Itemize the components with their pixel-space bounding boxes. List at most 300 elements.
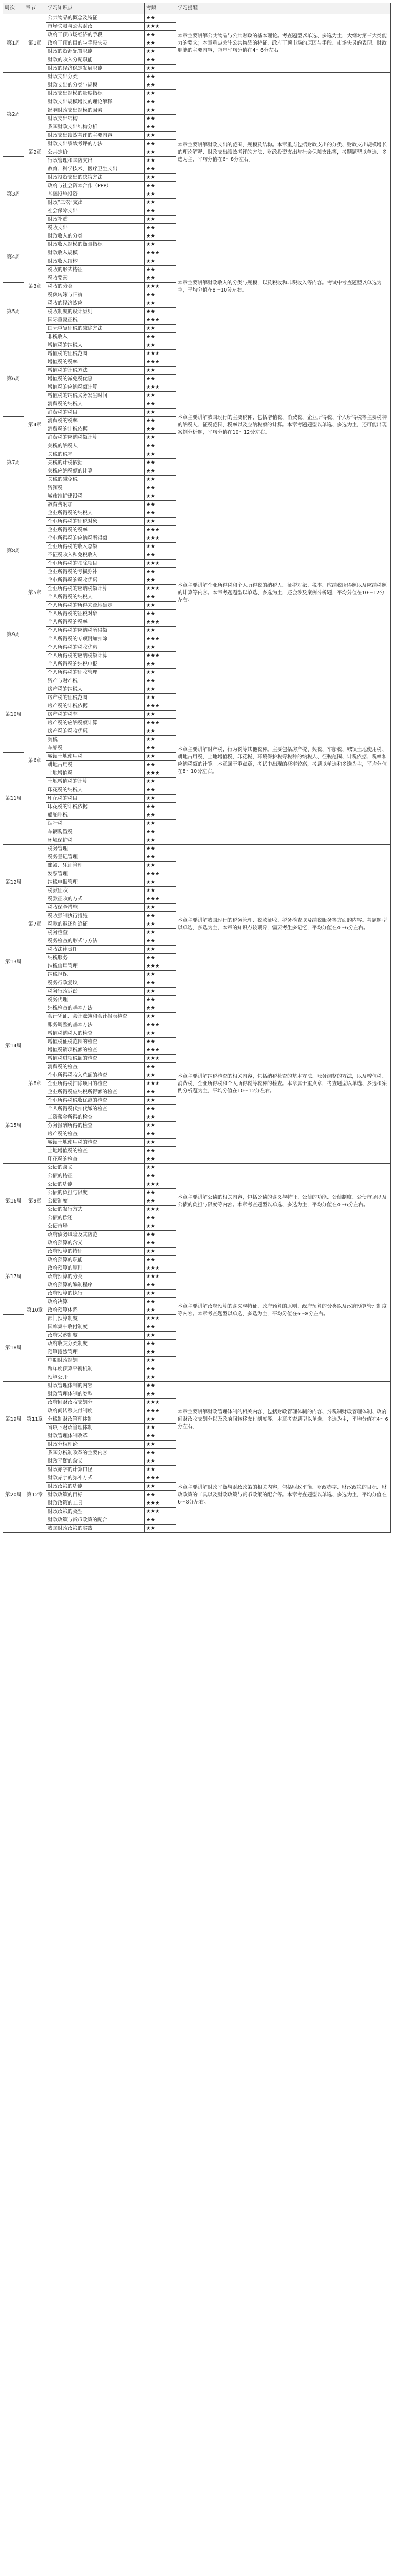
frequency-stars: ★★: [145, 325, 176, 333]
chapter-cell: 第7章: [24, 845, 46, 1004]
table-row: [3, 509, 391, 518]
topic-cell: 公债的负担与限度: [46, 1189, 145, 1197]
topic-cell: 公债制度: [46, 1197, 145, 1206]
topic-cell: 印花税的计税依据: [46, 803, 145, 811]
frequency-stars: ★★★: [145, 1407, 176, 1415]
frequency-stars: ★★★: [145, 1021, 176, 1029]
frequency-stars: ★★: [145, 434, 176, 442]
topic-cell: 个人所得税的应纳税额计算: [46, 652, 145, 660]
topic-cell: 税款征收的方式: [46, 895, 145, 904]
frequency-stars: ★★: [145, 1466, 176, 1474]
frequency-stars: ★★★: [145, 560, 176, 568]
frequency-stars: ★★: [145, 669, 176, 677]
frequency-stars: ★★★: [145, 350, 176, 358]
chapter-cell: 第4章: [24, 341, 46, 509]
frequency-stars: ★★: [145, 1113, 176, 1122]
frequency-stars: ★★★: [145, 249, 176, 257]
topic-cell: 我国财政政策的实践: [46, 1525, 145, 1533]
frequency-stars: ★★: [145, 1415, 176, 1424]
topic-cell: 个人所得税代扣代缴的检查: [46, 1105, 145, 1113]
frequency-stars: ★★: [145, 73, 176, 81]
topic-cell: 公债市场: [46, 1222, 145, 1231]
topic-cell: 纳税检查的基本方法: [46, 1004, 145, 1013]
frequency-stars: ★★: [145, 1491, 176, 1499]
frequency-stars: ★★: [145, 1063, 176, 1071]
frequency-stars: ★★: [145, 1172, 176, 1180]
topic-cell: 政府预算的特征: [46, 1248, 145, 1256]
frequency-stars: ★★: [145, 425, 176, 434]
frequency-stars: ★★★: [145, 1180, 176, 1189]
frequency-stars: ★★: [145, 853, 176, 862]
frequency-stars: ★★: [145, 442, 176, 450]
topic-cell: 财政支出规模的量度指标: [46, 90, 145, 98]
frequency-stars: ★★: [145, 274, 176, 283]
topic-cell: 财政支出分类: [46, 73, 145, 81]
week-cell: 第1周: [3, 14, 24, 73]
topic-cell: 财政政策与货币政策的配合: [46, 1516, 145, 1525]
topic-cell: 个人所得税的征收管理: [46, 669, 145, 677]
topic-cell: 账簿、凭证管理: [46, 862, 145, 870]
chapter-cell: 第10章: [24, 1239, 46, 1382]
frequency-stars: ★★: [145, 778, 176, 786]
frequency-stars: ★★: [145, 1256, 176, 1264]
frequency-stars: ★★★: [145, 652, 176, 660]
topic-cell: 增值税的减免税优惠: [46, 375, 145, 383]
topic-cell: 企业所得税的应纳税额计算: [46, 585, 145, 593]
study-note: 本章主要讲解财产税、行为税等其他税种。主要包括房产税、契税、车船税、城镇土地使用税、耕地占用税、土地增值税、印花税、环境保护税等税种的纳税人、征税范围、计税依据、税率和应纳税额的计算。本章属于重点章，考试中出现的概率较高，考题以单选和多选为主，平均分值在8～10分左右。: [176, 677, 391, 845]
frequency-stars: ★★: [145, 1441, 176, 1449]
topic-cell: 房产税的税收优惠: [46, 727, 145, 736]
frequency-stars: ★★: [145, 761, 176, 769]
chapter-cell: 第5章: [24, 509, 46, 677]
frequency-stars: ★★: [145, 1483, 176, 1491]
frequency-stars: ★★: [145, 878, 176, 887]
topic-cell: 个人所得税的专项附加扣除: [46, 635, 145, 643]
topic-cell: 财政的收入分配职能: [46, 56, 145, 65]
topic-cell: 教育、科学技术、医疗卫生支出: [46, 165, 145, 174]
week-cell: 第10周: [3, 677, 24, 753]
topic-cell: 财政收入规模的衡量指标: [46, 241, 145, 249]
frequency-stars: ★★★: [145, 1206, 176, 1214]
frequency-stars: ★★: [145, 400, 176, 409]
frequency-stars: ★★: [145, 1516, 176, 1525]
frequency-stars: ★★: [145, 98, 176, 106]
frequency-stars: ★★★: [145, 719, 176, 727]
frequency-stars: ★★: [145, 1365, 176, 1373]
topic-cell: 个人所得税的税收优惠: [46, 643, 145, 652]
week-cell: 第12周: [3, 845, 24, 920]
topic-cell: 企业所得税的收入总额: [46, 543, 145, 551]
frequency-stars: ★★: [145, 1281, 176, 1290]
topic-cell: 税收要素: [46, 274, 145, 283]
frequency-stars: ★★: [145, 450, 176, 459]
frequency-stars: ★★★: [145, 1080, 176, 1088]
frequency-stars: ★★: [145, 677, 176, 685]
topic-cell: 预算绩效管理: [46, 1348, 145, 1357]
topic-cell: 财政赤字的计算口径: [46, 1466, 145, 1474]
chapter-cell: 第9章: [24, 1164, 46, 1239]
topic-cell: 增值税的征税范围: [46, 350, 145, 358]
topic-cell: 增值税征税范围的检查: [46, 1038, 145, 1046]
header-topic: 学习知识点: [46, 3, 145, 14]
frequency-stars: ★★: [145, 467, 176, 476]
frequency-stars: ★★: [145, 744, 176, 753]
topic-cell: 企业所得税的税收优惠: [46, 576, 145, 585]
frequency-stars: ★★★: [145, 895, 176, 904]
frequency-stars: ★★★: [145, 769, 176, 778]
topic-cell: 财政政策的工具: [46, 1499, 145, 1508]
topic-cell: 增值税销项税额的检查: [46, 1046, 145, 1055]
topic-cell: 财政管理体制的类型: [46, 1390, 145, 1399]
topic-cell: 公共物品的概念及特征: [46, 14, 145, 23]
study-note: 本章主要讲解财政支出的范围、规模及结构。本章重点包括财政支出的分类、财政支出规模增长的理论解释、财政支出绩效考评的方法、财政投资支出与社会保障支出等，考题题型以单选、多选为主，平均分值在6～8分左右。: [176, 73, 391, 232]
topic-cell: 税务管理: [46, 845, 145, 853]
topic-cell: 政府决算: [46, 1298, 145, 1306]
week-cell: 第14周: [3, 1004, 24, 1088]
frequency-stars: ★★: [145, 90, 176, 98]
chapter-cell: 第12章: [24, 1457, 46, 1533]
topic-cell: 跨年度预算平衡机制: [46, 1365, 145, 1373]
frequency-stars: ★★: [145, 291, 176, 299]
frequency-stars: ★★: [145, 1332, 176, 1340]
topic-cell: 政府预算的含义: [46, 1239, 145, 1248]
chapter-cell: 第3章: [24, 232, 46, 341]
frequency-stars: ★★: [145, 711, 176, 719]
table-row: [3, 14, 391, 23]
frequency-stars: ★★: [145, 484, 176, 492]
topic-cell: 税收的经济效应: [46, 299, 145, 308]
topic-cell: 增值税的应纳税额计算: [46, 383, 145, 392]
topic-cell: 消费税的纳税人: [46, 400, 145, 409]
table-body: [3, 14, 391, 1533]
frequency-stars: ★★: [145, 610, 176, 618]
frequency-stars: ★★: [145, 643, 176, 652]
topic-cell: 房产税的税率: [46, 711, 145, 719]
frequency-stars: ★★: [145, 1097, 176, 1105]
frequency-stars: ★★: [145, 660, 176, 669]
topic-cell: 政府预算的原则: [46, 1264, 145, 1273]
frequency-stars: ★★: [145, 1214, 176, 1222]
frequency-stars: ★★: [145, 476, 176, 484]
frequency-stars: ★★: [145, 1231, 176, 1239]
topic-cell: 账务调整的基本方法: [46, 1021, 145, 1029]
frequency-stars: ★★: [145, 836, 176, 845]
frequency-stars: ★★★: [145, 358, 176, 367]
topic-cell: 不征税收入和免税收入: [46, 551, 145, 560]
topic-cell: 部门预算制度: [46, 1315, 145, 1323]
topic-cell: 财政收入规模: [46, 249, 145, 257]
topic-cell: 消费税的税率: [46, 417, 145, 425]
frequency-stars: ★★: [145, 190, 176, 199]
chapter-cell: 第6章: [24, 677, 46, 845]
topic-cell: 分税制财政管理体制: [46, 1415, 145, 1424]
topic-cell: 政府采购制度: [46, 1332, 145, 1340]
week-cell: 第6周: [3, 341, 24, 417]
frequency-stars: ★★: [145, 845, 176, 853]
topic-cell: 税收的分类: [46, 283, 145, 291]
frequency-stars: ★★: [145, 820, 176, 828]
topic-cell: 基础设施投资: [46, 190, 145, 199]
topic-cell: 财政的经济稳定发展职能: [46, 65, 145, 73]
frequency-stars: ★★: [145, 1105, 176, 1113]
study-note: 本章主要讲解政府预算的含义与特征、政府预算的原则、政府预算的分类以及政府预算管理制度等内容。本章考查题型以单选、多选为主，平均分值在6～8分左右。: [176, 1239, 391, 1382]
frequency-stars: ★★: [145, 132, 176, 140]
topic-cell: 税务代理: [46, 996, 145, 1004]
table-header-row: [3, 3, 391, 14]
frequency-stars: ★★: [145, 492, 176, 501]
frequency-stars: ★★: [145, 1357, 176, 1365]
topic-cell: 财政管理体制改革: [46, 1432, 145, 1441]
topic-cell: 个人所得税的所得来源地确定: [46, 602, 145, 610]
topic-cell: 增值税进项税额的检查: [46, 1055, 145, 1063]
topic-cell: 车船税: [46, 744, 145, 753]
topic-cell: 非税收入: [46, 333, 145, 341]
frequency-stars: ★★: [145, 1222, 176, 1231]
topic-cell: 政府预算的分类: [46, 1273, 145, 1281]
topic-cell: 财政分权理论: [46, 1441, 145, 1449]
frequency-stars: ★★: [145, 14, 176, 23]
chapter-cell: 第1章: [24, 14, 46, 73]
topic-cell: 车辆购置税: [46, 828, 145, 836]
topic-cell: 环境保护税: [46, 836, 145, 845]
topic-cell: 增值税的纳税义务发生时间: [46, 392, 145, 400]
header-chapter: 章节: [24, 3, 46, 14]
frequency-stars: ★★: [145, 1290, 176, 1298]
table-row: [3, 73, 391, 81]
frequency-stars: ★★: [145, 241, 176, 249]
topic-cell: 财政投资支出的决策方法: [46, 174, 145, 182]
frequency-stars: ★★: [145, 199, 176, 207]
topic-cell: 税款征收: [46, 887, 145, 895]
frequency-stars: ★★: [145, 551, 176, 560]
topic-cell: 政府预算的执行: [46, 1290, 145, 1298]
week-cell: 第4周: [3, 232, 24, 283]
topic-cell: 政府干预市场经济的手段: [46, 31, 145, 39]
frequency-stars: ★★: [145, 459, 176, 467]
topic-cell: 教育费附加: [46, 501, 145, 509]
table-row: [3, 1382, 391, 1390]
study-note: 本章主要讲解我国现行的主要税种，包括增值税、消费税、企业所得税、个人所得税等主要税种的纳税人、征税范围、税率以及应纳税额的计算。本章考题题型以单选、多选为主，还可能出现案例分析题，平均分值在10～12分左右。: [176, 341, 391, 509]
topic-cell: 关税的纳税人: [46, 442, 145, 450]
topic-cell: 房产税的检查: [46, 1130, 145, 1139]
frequency-stars: ★★: [145, 627, 176, 635]
frequency-stars: ★★: [145, 1164, 176, 1172]
table-row: [3, 232, 391, 241]
frequency-stars: ★★: [145, 341, 176, 350]
frequency-stars: ★★★: [145, 1273, 176, 1281]
topic-cell: 财政的资源配置职能: [46, 48, 145, 56]
frequency-stars: ★★: [145, 1306, 176, 1315]
frequency-stars: ★★: [145, 1348, 176, 1357]
study-note: 本章主要讲解财政平衡与财政政策的相关内容，包括财政平衡、财政赤字、财政政策的目标、财政政策的工具以及财政政策与货币政策的配合等。本章考查题型以单选、多选为主，平均分值在6～8分左右。: [176, 1457, 391, 1533]
topic-cell: 中期财政规划: [46, 1357, 145, 1365]
topic-cell: 纳税信用管理: [46, 962, 145, 971]
frequency-stars: ★★: [145, 1323, 176, 1332]
frequency-stars: ★★: [145, 1373, 176, 1382]
frequency-stars: ★★: [145, 1155, 176, 1164]
frequency-stars: ★★: [145, 904, 176, 912]
table-row: [3, 1004, 391, 1013]
topic-cell: 企业所得税收入总额的检查: [46, 1071, 145, 1080]
topic-cell: 政府与社会资本合作（PPP）: [46, 182, 145, 190]
frequency-stars: ★★: [145, 333, 176, 341]
topic-cell: 城镇土地使用税: [46, 753, 145, 761]
frequency-stars: ★★: [145, 946, 176, 954]
topic-cell: 城镇土地使用税的检查: [46, 1139, 145, 1147]
frequency-stars: ★★: [145, 1298, 176, 1306]
week-cell: 第8周: [3, 509, 24, 593]
week-cell: 第16周: [3, 1164, 24, 1239]
frequency-stars: ★★: [145, 568, 176, 576]
week-cell: 第15周: [3, 1088, 24, 1164]
header-level: 考频: [145, 3, 176, 14]
week-cell: 第5周: [3, 283, 24, 341]
topic-cell: 消费税的税目: [46, 409, 145, 417]
frequency-stars: ★★: [145, 106, 176, 115]
week-cell: 第20周: [3, 1457, 24, 1533]
frequency-stars: ★★: [145, 56, 176, 65]
frequency-stars: ★★: [145, 954, 176, 962]
frequency-stars: ★★: [145, 1088, 176, 1097]
topic-cell: 我国分税制改革的主要内容: [46, 1449, 145, 1457]
frequency-stars: ★★: [145, 685, 176, 694]
topic-cell: 预算公开: [46, 1373, 145, 1382]
topic-cell: 财政政策的目标: [46, 1491, 145, 1499]
frequency-stars: ★★★: [145, 1055, 176, 1063]
frequency-stars: ★★: [145, 81, 176, 90]
week-cell: 第19周: [3, 1382, 24, 1457]
frequency-stars: ★★: [145, 795, 176, 803]
topic-cell: 公债的偿还: [46, 1214, 145, 1222]
frequency-stars: ★★★: [145, 618, 176, 627]
frequency-stars: ★★: [145, 1457, 176, 1466]
frequency-stars: ★★: [145, 996, 176, 1004]
frequency-stars: ★★: [145, 727, 176, 736]
chapter-cell: 第8章: [24, 1004, 46, 1164]
topic-cell: 烟叶税: [46, 820, 145, 828]
topic-cell: 政府债务风险及其防范: [46, 1231, 145, 1239]
frequency-stars: ★★: [145, 174, 176, 182]
week-cell: 第2周: [3, 73, 24, 157]
topic-cell: 税负转嫁与归宿: [46, 291, 145, 299]
topic-cell: 税务检查的形式与方法: [46, 937, 145, 946]
topic-cell: 消费税的检查: [46, 1063, 145, 1071]
frequency-stars: ★★: [145, 753, 176, 761]
frequency-stars: ★★★: [145, 526, 176, 534]
frequency-stars: ★★: [145, 1432, 176, 1441]
frequency-stars: ★★: [145, 392, 176, 400]
study-note: 本章主要讲解财政收入的分类与规模，以及税收和非税收入等内容。考试中考查题型以单选为主，平均分值在8～10分左右。: [176, 232, 391, 341]
frequency-stars: ★★: [145, 971, 176, 979]
frequency-stars: ★★: [145, 409, 176, 417]
topic-cell: 财政“三农”支出: [46, 199, 145, 207]
topic-cell: 市场失灵与公共财政: [46, 23, 145, 31]
frequency-stars: ★★★: [145, 534, 176, 543]
topic-cell: 印花税的纳税人: [46, 786, 145, 795]
topic-cell: 增值税的计税方法: [46, 367, 145, 375]
topic-cell: 个人所得税的纳税人: [46, 593, 145, 602]
topic-cell: 税收强制执行措施: [46, 912, 145, 920]
topic-cell: 政府干预的目的与手段失灵: [46, 39, 145, 48]
frequency-stars: ★★: [145, 593, 176, 602]
frequency-stars: ★★★: [145, 870, 176, 878]
topic-cell: 印花税的税目: [46, 795, 145, 803]
topic-cell: 财政支出的分类与规模: [46, 81, 145, 90]
header-note: 学习提醒: [176, 3, 391, 14]
topic-cell: 税收法律责任: [46, 946, 145, 954]
frequency-stars: ★★: [145, 165, 176, 174]
frequency-stars: ★★: [145, 1525, 176, 1533]
frequency-stars: ★★: [145, 828, 176, 836]
frequency-stars: ★★: [145, 266, 176, 274]
topic-cell: 税收制度的设计原则: [46, 308, 145, 316]
topic-cell: 税收的形式特征: [46, 266, 145, 274]
frequency-stars: ★★: [145, 694, 176, 702]
topic-cell: 房产税的纳税人: [46, 685, 145, 694]
frequency-stars: ★★: [145, 31, 176, 39]
topic-cell: 财政补贴: [46, 216, 145, 224]
topic-cell: 省以下财政管理体制: [46, 1424, 145, 1432]
frequency-stars: ★★: [145, 501, 176, 509]
frequency-stars: ★★: [145, 1130, 176, 1139]
frequency-stars: ★★★: [145, 1046, 176, 1055]
topic-cell: 企业所得税的征税对象: [46, 518, 145, 526]
topic-cell: 个人所得税的应纳税所得额: [46, 627, 145, 635]
frequency-stars: ★★: [145, 182, 176, 190]
topic-cell: 财政支出结构: [46, 115, 145, 123]
frequency-stars: ★★: [145, 1248, 176, 1256]
topic-cell: 关税的税率: [46, 450, 145, 459]
frequency-stars: ★★: [145, 912, 176, 920]
topic-cell: 我国财政支出结构分析: [46, 123, 145, 132]
header-week: 周次: [3, 3, 24, 14]
topic-cell: 个人所得税的征税对象: [46, 610, 145, 618]
topic-cell: 公共定价: [46, 148, 145, 157]
topic-cell: 资源税: [46, 484, 145, 492]
frequency-stars: ★★: [145, 920, 176, 929]
topic-cell: 税收保全措施: [46, 904, 145, 912]
topic-cell: 增值税的税率: [46, 358, 145, 367]
frequency-stars: ★★: [145, 1424, 176, 1432]
topic-cell: 消费税的应纳税额计算: [46, 434, 145, 442]
topic-cell: 企业所得税税收优惠的检查: [46, 1097, 145, 1105]
frequency-stars: ★★: [145, 1013, 176, 1021]
topic-cell: 发票管理: [46, 870, 145, 878]
frequency-stars: ★★★: [145, 585, 176, 593]
topic-cell: 财政赤字的弥补方式: [46, 1474, 145, 1483]
week-cell: 第9周: [3, 593, 24, 677]
topic-cell: 税务行政复议: [46, 979, 145, 988]
topic-cell: 消费税的计税依据: [46, 425, 145, 434]
topic-cell: 关税的计税依据: [46, 459, 145, 467]
week-cell: 第17周: [3, 1239, 24, 1315]
frequency-stars: ★★: [145, 786, 176, 795]
topic-cell: 企业所得税扣除项目的检查: [46, 1080, 145, 1088]
topic-cell: 税务行政诉讼: [46, 988, 145, 996]
topic-cell: 关税应纳税额的计算: [46, 467, 145, 476]
topic-cell: 企业所得税的应纳税所得额: [46, 534, 145, 543]
frequency-stars: ★★: [145, 232, 176, 241]
frequency-stars: ★★★: [145, 702, 176, 711]
topic-cell: 国际重复征税的减除方法: [46, 325, 145, 333]
topic-cell: 纳税担保: [46, 971, 145, 979]
topic-cell: 财政管理体制的内容: [46, 1382, 145, 1390]
study-plan-page: [3, 3, 390, 1533]
topic-cell: 增值税的纳税人: [46, 341, 145, 350]
topic-cell: 城市维护建设税: [46, 492, 145, 501]
frequency-stars: ★★★: [145, 283, 176, 291]
topic-cell: 财政支出规模增长的理论解释: [46, 98, 145, 106]
